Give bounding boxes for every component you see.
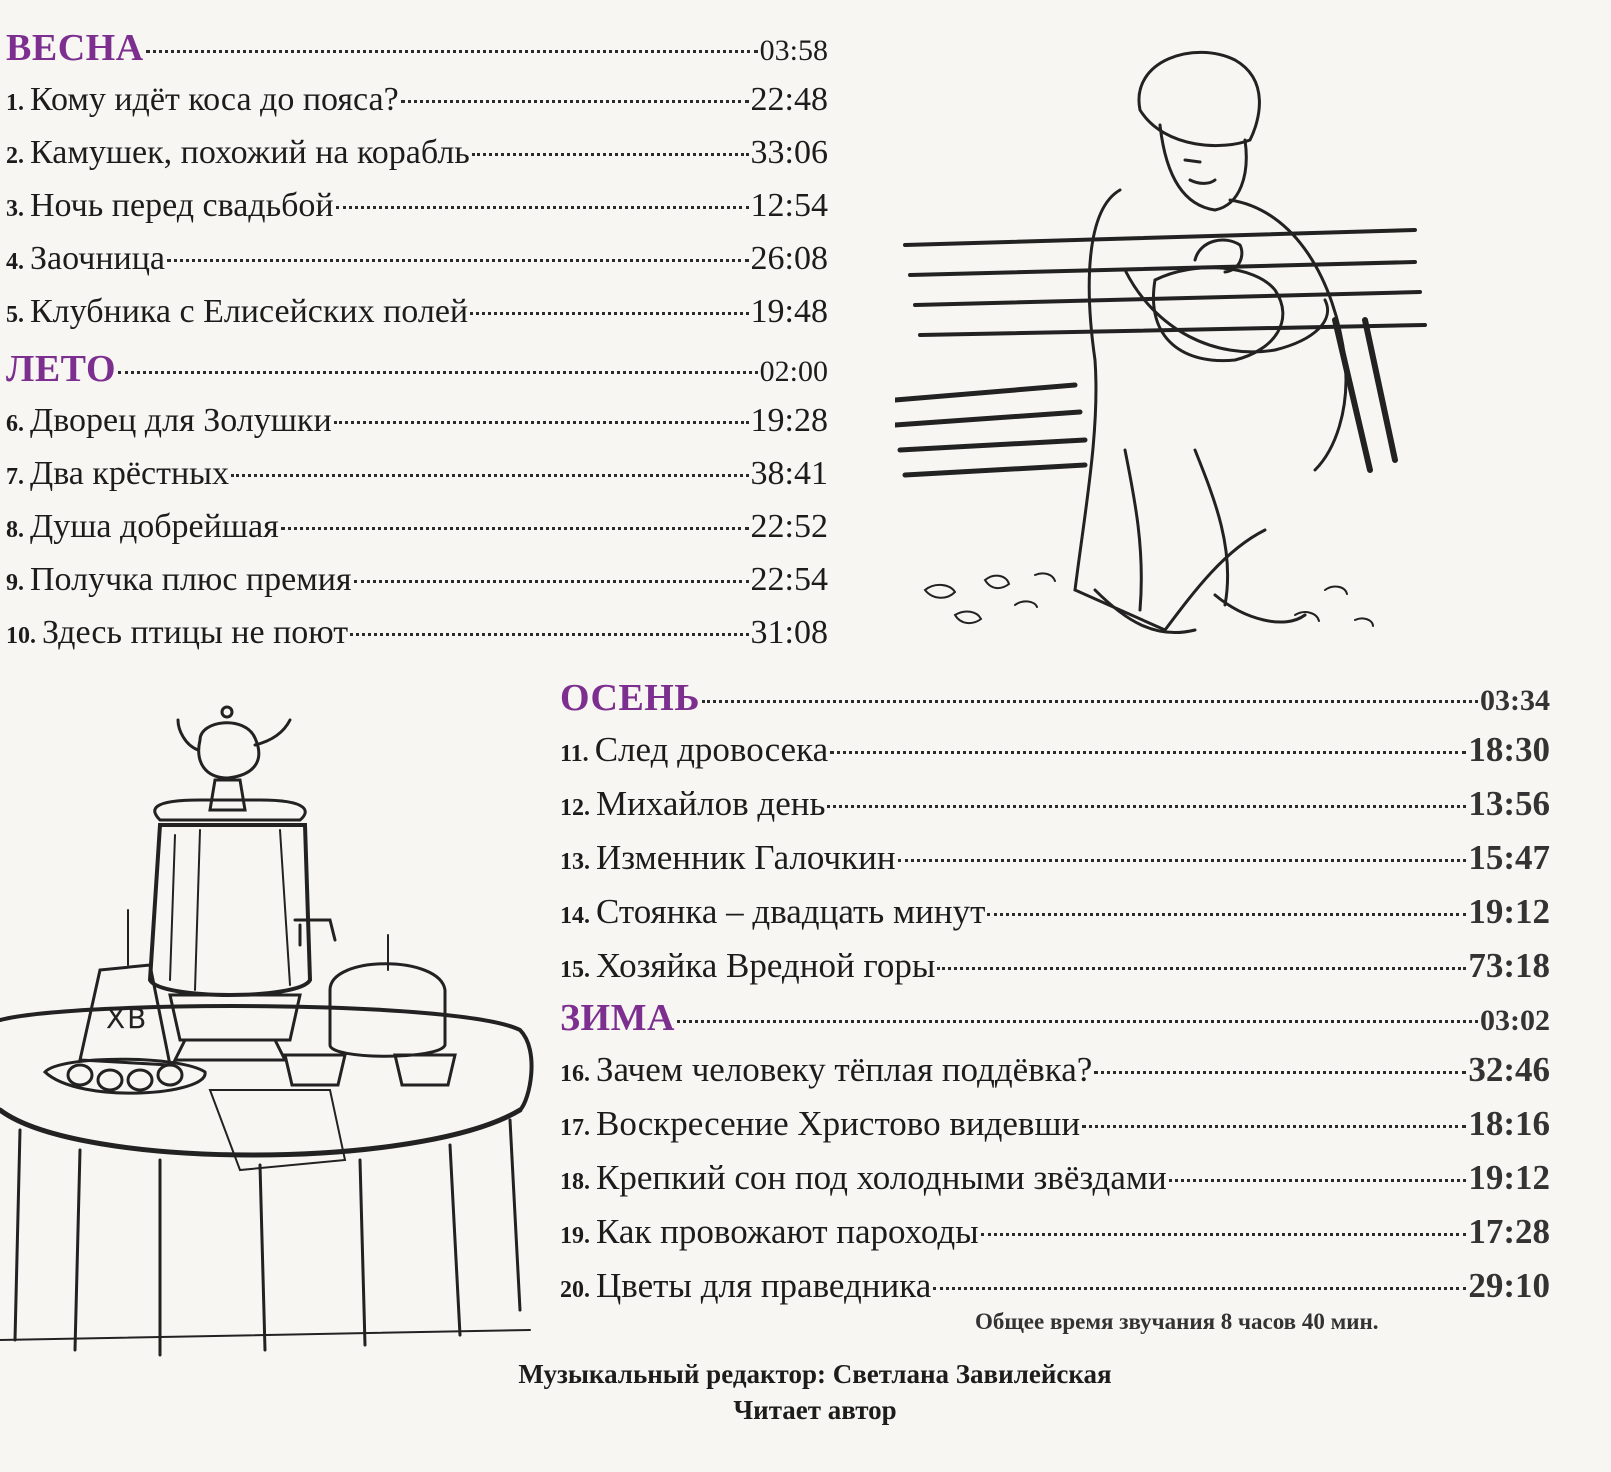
- dot-leader: [470, 312, 748, 315]
- track-row: [6, 449, 828, 502]
- track-time: 26:08: [750, 240, 828, 277]
- dot-leader: [281, 527, 749, 530]
- track-time: 18:30: [1468, 730, 1550, 769]
- dot-leader: [401, 100, 749, 103]
- track-time: 19:48: [750, 293, 828, 330]
- track-row: [6, 75, 828, 128]
- track-time: 22:54: [750, 561, 828, 598]
- dot-leader: [933, 1287, 1466, 1290]
- track-number: 1.: [6, 90, 24, 116]
- track-time: 19:28: [750, 402, 828, 439]
- track-time: 33:06: [750, 134, 828, 171]
- track-time: 29:10: [1468, 1266, 1550, 1305]
- track-number: 17.: [560, 1115, 590, 1141]
- track-title: Как провожают пароходы: [596, 1212, 979, 1251]
- track-title: Цветы для праведника: [596, 1266, 932, 1305]
- track-row: [6, 396, 828, 449]
- total-time: Общее время звучания 8 часов 40 мин.: [975, 1309, 1379, 1334]
- track-number: 11.: [560, 741, 589, 767]
- track-title: Зачем человеку тёплая поддёвка?: [596, 1050, 1093, 1089]
- track-number: 16.: [560, 1061, 590, 1087]
- track-number: 6.: [6, 411, 24, 437]
- section-summer: [6, 345, 828, 661]
- track-time: 13:56: [1468, 784, 1550, 823]
- woman-on-bench-icon: [895, 30, 1430, 660]
- track-number: 12.: [560, 795, 590, 821]
- track-title: Здесь птицы не поют: [42, 614, 349, 651]
- track-time: 19:12: [1468, 892, 1550, 931]
- dot-leader: [898, 859, 1467, 862]
- section-title: ЗИМА: [560, 997, 675, 1039]
- track-row: [6, 181, 828, 234]
- section-time: 03:34: [1480, 684, 1550, 717]
- track-row: [560, 941, 1550, 995]
- track-row: [6, 502, 828, 555]
- track-title: Клубника с Елисейских полей: [30, 293, 469, 330]
- track-title: Ночь перед свадьбой: [30, 187, 334, 224]
- track-row: [560, 1045, 1550, 1099]
- dot-leader: [231, 474, 749, 477]
- track-row: [560, 1153, 1550, 1207]
- track-title: Камушек, похожий на корабль: [30, 134, 470, 171]
- track-title: Воскресение Христово видевши: [596, 1104, 1081, 1143]
- section-heading: [560, 994, 1550, 1045]
- dot-leader: [981, 1233, 1467, 1236]
- track-title: Хозяйка Вредной горы: [596, 946, 936, 985]
- track-title: Изменник Галочкин: [596, 838, 896, 877]
- track-row: [6, 128, 828, 181]
- section-heading: [6, 24, 828, 75]
- section-spring: [6, 24, 828, 340]
- track-number: 18.: [560, 1169, 590, 1195]
- dot-leader: [354, 580, 749, 583]
- dot-leader: [167, 259, 749, 262]
- dot-leader: [830, 751, 1466, 754]
- track-title: Душа добрейшая: [30, 508, 279, 545]
- dot-leader: [677, 1020, 1478, 1023]
- track-number: 13.: [560, 849, 590, 875]
- reader-credit: Читает автор: [733, 1395, 897, 1425]
- dot-leader: [472, 153, 749, 156]
- music-editor-credit: Музыкальный редактор: Светлана Завилейская: [518, 1359, 1112, 1389]
- dot-leader: [827, 805, 1466, 808]
- track-time: 22:48: [750, 81, 828, 118]
- track-row: [560, 779, 1550, 833]
- track-title: Заочница: [30, 240, 166, 277]
- woman-on-bench-illustration: [895, 30, 1430, 660]
- track-number: 2.: [6, 143, 24, 169]
- section-title: ВЕСНА: [6, 27, 144, 69]
- dot-leader: [1082, 1125, 1466, 1128]
- track-title: Дворец для Золушки: [30, 402, 332, 439]
- dot-leader: [1169, 1179, 1467, 1182]
- section-time: 02:00: [759, 355, 828, 388]
- track-time: 17:28: [1468, 1212, 1550, 1251]
- section-time: 03:58: [759, 34, 828, 67]
- track-title: Стоянка – двадцать минут: [596, 892, 986, 931]
- samovar-table-icon: [0, 700, 560, 1360]
- dot-leader: [937, 967, 1466, 970]
- track-title: Михайлов день: [596, 784, 826, 823]
- dot-leader: [118, 371, 758, 374]
- track-time: 15:47: [1468, 838, 1550, 877]
- track-title: Крепкий сон под холодными звёздами: [596, 1158, 1167, 1197]
- section-heading: [6, 345, 828, 396]
- track-row: [560, 887, 1550, 941]
- section-autumn: [560, 674, 1550, 995]
- section-heading: [560, 674, 1550, 725]
- track-row: [560, 725, 1550, 779]
- track-number: 14.: [560, 903, 590, 929]
- section-title: ЛЕТО: [6, 348, 117, 390]
- track-row: [560, 833, 1550, 887]
- track-title: Кому идёт коса до пояса?: [30, 81, 399, 118]
- track-row: [560, 1207, 1550, 1261]
- track-row: [6, 287, 828, 340]
- track-time: 18:16: [1468, 1104, 1550, 1143]
- track-title: Два крёстных: [30, 455, 229, 492]
- dot-leader: [702, 700, 1478, 703]
- samovar-label: ХВ: [106, 1002, 149, 1035]
- track-number: 3.: [6, 196, 24, 222]
- track-time: 31:08: [750, 614, 828, 651]
- dot-leader: [146, 50, 758, 53]
- track-row: [560, 1261, 1550, 1315]
- track-number: 10.: [6, 623, 36, 649]
- track-number: 15.: [560, 957, 590, 983]
- samovar-table-illustration: [0, 700, 560, 1360]
- dot-leader: [350, 633, 748, 636]
- dot-leader: [1094, 1071, 1466, 1074]
- track-time: 19:12: [1468, 1158, 1550, 1197]
- track-number: 8.: [6, 517, 24, 543]
- track-time: 73:18: [1468, 946, 1550, 985]
- track-number: 9.: [6, 570, 24, 596]
- dot-leader: [336, 206, 749, 209]
- track-number: 20.: [560, 1277, 590, 1303]
- track-row: [560, 1099, 1550, 1153]
- track-time: 22:52: [750, 508, 828, 545]
- dot-leader: [334, 421, 749, 424]
- track-number: 4.: [6, 249, 24, 275]
- track-row: [6, 234, 828, 287]
- section-time: 03:02: [1480, 1004, 1550, 1037]
- section-winter: [560, 994, 1550, 1315]
- track-row: [6, 555, 828, 608]
- track-time: 38:41: [750, 455, 828, 492]
- track-number: 19.: [560, 1223, 590, 1249]
- track-time: 32:46: [1468, 1050, 1550, 1089]
- credits: [420, 1356, 1210, 1428]
- track-title: След дровосека: [594, 730, 829, 769]
- track-row: [6, 608, 828, 661]
- track-title: Получка плюс премия: [30, 561, 352, 598]
- track-time: 12:54: [750, 187, 828, 224]
- dot-leader: [987, 913, 1466, 916]
- track-number: 5.: [6, 302, 24, 328]
- section-title: ОСЕНЬ: [560, 677, 700, 719]
- track-number: 7.: [6, 464, 24, 490]
